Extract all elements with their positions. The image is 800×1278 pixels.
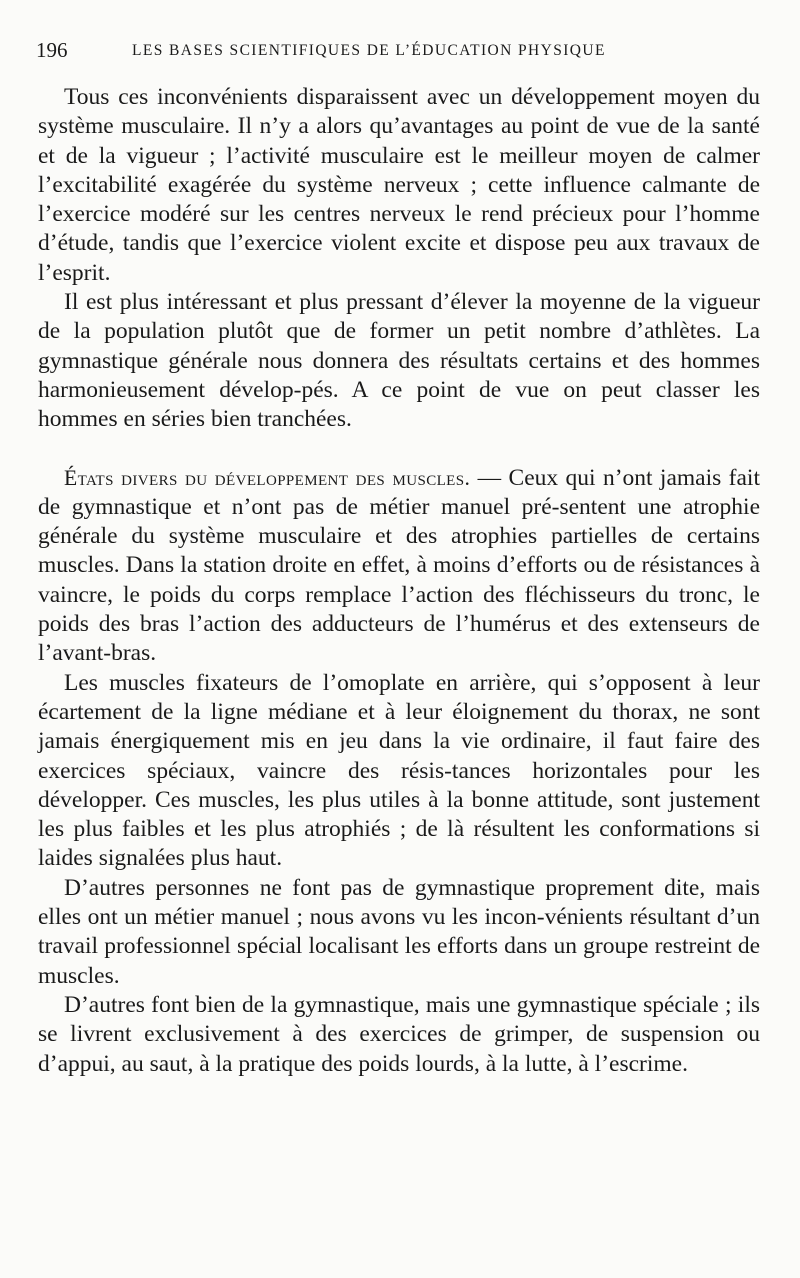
paragraph (38, 669, 760, 874)
paragraph-text: Tous ces inconvénients disparaissent avec un développement moyen du système musculaire. Il n’y a alors qu’avantages au point de vue de la santé et de la vigueur ; l’activité musculaire est le meilleur moyen de calmer l’excitabilité exagérée du système nerveux ; cette influence calmante de l’exercice modéré sur les centres nerveux le rend précieux pour l’homme d’étude, tandis que l’exercice violent excite et dispose peu aux travaux de l’esprit. (38, 84, 760, 286)
paragraph-text: Les muscles fixateurs de l’omoplate en arrière, qui s’opposent à leur écartement de la ligne médiane et à leur éloignement du thorax, ne sont jamais énergiquement mis en jeu dans la vie ordinaire, il faut faire des exercices spéciaux, vaincre des résis-tances horizontales pour les développer. Ces muscles, les plus utiles à la bonne attitude, sont justement les plus faibles et les plus atrophiés ; de là résultent les conformations si laides signalées plus haut. (38, 669, 760, 872)
paragraph-text: D’autres font bien de la gymnastique, mais une gymnastique spéciale ; ils se livrent exclusivement à des exercices de grimper, de suspension ou d’appui, au saut, à la pratique des poids lourds, à la lutte, à l’escrime. (38, 991, 760, 1077)
running-header (36, 38, 756, 62)
paragraph-text: — Ceux qui n’ont jamais fait de gymnastique et n’ont pas de métier manuel pré-sentent une atrophie générale du système musculaire et des atrophies partielles de certains muscles. Dans la station droite en effet, à moins d’efforts ou de résistances à vaincre, le poids du corps remplace l’action des fléchisseurs du tronc, le poids des bras l’action des adducteurs de l’humérus et des extenseurs de l’avant-bras. (38, 464, 760, 667)
paragraph-text: Il est plus intéressant et plus pressant d’élever la moyenne de la vigueur de la population plutôt que de former un petit nombre d’athlètes. La gymnastique générale nous donnera des résultats certains et des hommes harmonieusement dévelop-pés. A ce point de vue on peut classer les hommes en séries bien tranchées. (38, 289, 760, 433)
paragraph (38, 874, 760, 991)
paragraph (38, 288, 760, 434)
paragraph (38, 83, 760, 288)
section-heading: États divers du développement des muscles. (64, 465, 471, 490)
body-text (38, 83, 760, 1079)
paragraph-text: D’autres personnes ne font pas de gymnastique proprement dite, mais elles ont un métier manuel ; nous avons vu les incon-vénients résultant d’un travail professionnel spécial localisant les efforts dans un groupe restreint de muscles. (38, 874, 760, 989)
paragraph (38, 991, 760, 1079)
section-paragraph (38, 464, 760, 669)
page-number: 196 (36, 38, 68, 62)
running-title: LES BASES SCIENTIFIQUES DE L’ÉDUCATION PHYSIQUE (132, 42, 606, 59)
